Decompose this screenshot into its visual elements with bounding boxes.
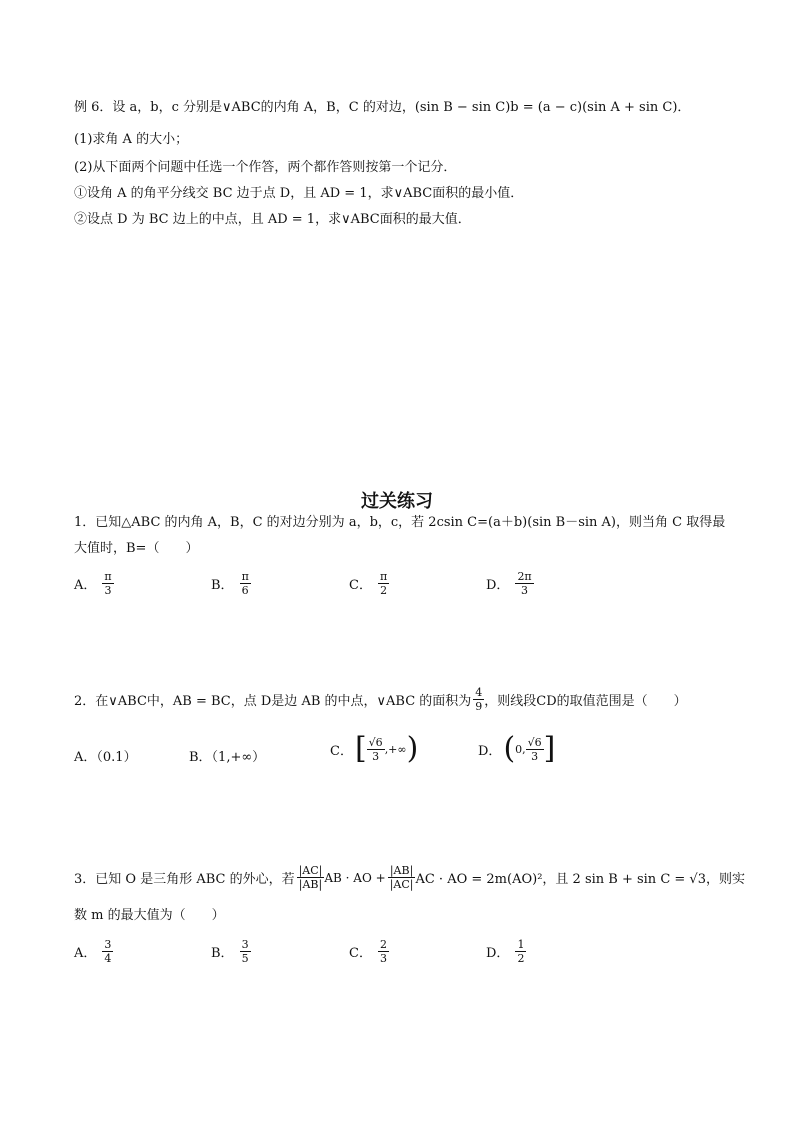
problem-3-stem: [74, 864, 745, 891]
vector-term-1: AB · AO +: [324, 870, 386, 885]
option-fraction: [378, 570, 389, 597]
ratio-fraction-1: [297, 864, 325, 891]
option-fraction: [240, 938, 251, 965]
fraction-denominator: 6: [241, 584, 249, 597]
problem-2-option-c[interactable]: [330, 731, 419, 766]
option-fraction: [515, 938, 526, 965]
problem-1-option-b[interactable]: [211, 570, 251, 597]
fraction-numerator: √6: [527, 735, 542, 749]
fraction-denominator: 3: [531, 749, 539, 763]
fraction-numerator: 3: [104, 938, 112, 951]
problem-1-option-d[interactable]: [486, 570, 534, 597]
option-fraction: [102, 570, 113, 597]
problem-2-option-d[interactable]: [478, 731, 556, 766]
option-fraction: [526, 736, 544, 763]
fraction-numerator: 3: [241, 938, 249, 951]
option-label: D．: [486, 946, 510, 961]
option-label: C．: [349, 578, 372, 593]
option-tail: ,+∞: [384, 742, 407, 756]
fraction-numerator: π: [104, 570, 112, 583]
ratio-fraction-2: [388, 864, 416, 891]
fraction-numerator: π: [241, 570, 249, 583]
problem-1-option-a[interactable]: [74, 570, 114, 597]
fraction-numerator: 1: [517, 938, 525, 951]
option-fraction: [240, 570, 251, 597]
problem-1-line2: 大值时，B=（ ）: [74, 541, 199, 556]
section-title: 过关练习: [361, 491, 433, 512]
fraction-denominator: 3: [379, 952, 387, 965]
option-label: B．: [211, 946, 234, 961]
option-fraction: [378, 938, 389, 965]
problem-3-option-d[interactable]: [486, 938, 526, 965]
fraction-denominator: |AB|: [298, 878, 323, 891]
problem-3-option-a[interactable]: [74, 938, 113, 965]
fraction-denominator: 3: [521, 584, 529, 597]
option-label: D．: [478, 743, 502, 759]
option-fraction: [367, 736, 385, 763]
fraction-numerator: √6: [368, 735, 383, 749]
problem-3-line2: 数 m 的最大值为（ ）: [74, 908, 225, 923]
fraction-numerator: 2: [379, 938, 387, 951]
example-q2b: ②设点 D 为 BC 边上的中点，且 AD = 1，求∨ABC面积的最大值．: [74, 212, 471, 227]
right-paren: ): [406, 731, 419, 766]
problem-3-option-b[interactable]: [211, 938, 251, 965]
example-q2: (2)从下面两个问题中任选一个作答，两个都作答则按第一个记分．: [74, 160, 457, 175]
fraction-numerator: π: [379, 570, 388, 583]
problem-2-stem-end: ，则线段CD的取值范围是（ ）: [484, 694, 687, 709]
problem-2-stem-start: 2．在∨ABC中，AB = BC，点 D是边 AB 的中点，∨ABC 的面积为: [74, 694, 472, 709]
problem-3-stem-start: 3．已知 O 是三角形 ABC 的外心，若: [74, 872, 295, 887]
right-bracket: ]: [543, 731, 556, 766]
problem-1-option-c[interactable]: [349, 570, 389, 597]
option-fraction: [515, 570, 533, 597]
problem-2-stem: [74, 686, 687, 713]
area-fraction: [473, 686, 484, 713]
problem-2-option-b[interactable]: B．（1,+∞）: [189, 750, 266, 765]
fraction-denominator: 9: [475, 700, 483, 713]
fraction-numerator: |AC|: [298, 864, 323, 877]
option-label: D．: [486, 578, 510, 593]
vector-term-2: AC · AO = 2m(AO)²，且 2 sin B + sin C = √3，则实: [415, 872, 745, 887]
option-label: B．: [211, 578, 234, 593]
fraction-denominator: 5: [241, 952, 249, 965]
example-q2a: ①设角 A 的角平分线交 BC 边于点 D，且 AD = 1，求∨ABC面积的最小值．: [74, 186, 524, 201]
option-head: 0,: [515, 742, 526, 756]
fraction-denominator: 2: [517, 952, 525, 965]
example-q1: (1)求角 A 的大小；: [74, 132, 189, 147]
example-stem: 例 6．设 a，b，c 分别是∨ABC的内角 A，B，C 的对边，(sin B − sin C)b = (a − c)(sin A + sin C)．: [74, 100, 691, 115]
problem-3-option-c[interactable]: [349, 938, 389, 965]
option-label: A．: [74, 578, 97, 593]
fraction-denominator: 4: [104, 952, 112, 965]
option-label: C．: [330, 743, 353, 759]
fraction-denominator: 3: [372, 749, 380, 763]
fraction-numerator: 4: [475, 686, 483, 699]
option-fraction: [102, 938, 113, 965]
fraction-denominator: 2: [380, 584, 388, 597]
left-paren: (: [503, 731, 516, 766]
problem-2-option-a[interactable]: A．（0.1）: [74, 750, 137, 765]
problem-1-line1: 1．已知△ABC 的内角 A，B，C 的对边分别为 a，b，c，若 2csin C=(a＋b)(sin B－sin A)，则当角 C 取得最: [74, 515, 726, 530]
option-label: C．: [349, 946, 372, 961]
left-bracket: [: [354, 731, 367, 766]
fraction-numerator: 2π: [517, 570, 532, 583]
fraction-denominator: 3: [104, 584, 112, 597]
fraction-numerator: |AB|: [389, 864, 414, 877]
fraction-denominator: |AC|: [389, 878, 414, 891]
option-label: A．: [74, 946, 97, 961]
